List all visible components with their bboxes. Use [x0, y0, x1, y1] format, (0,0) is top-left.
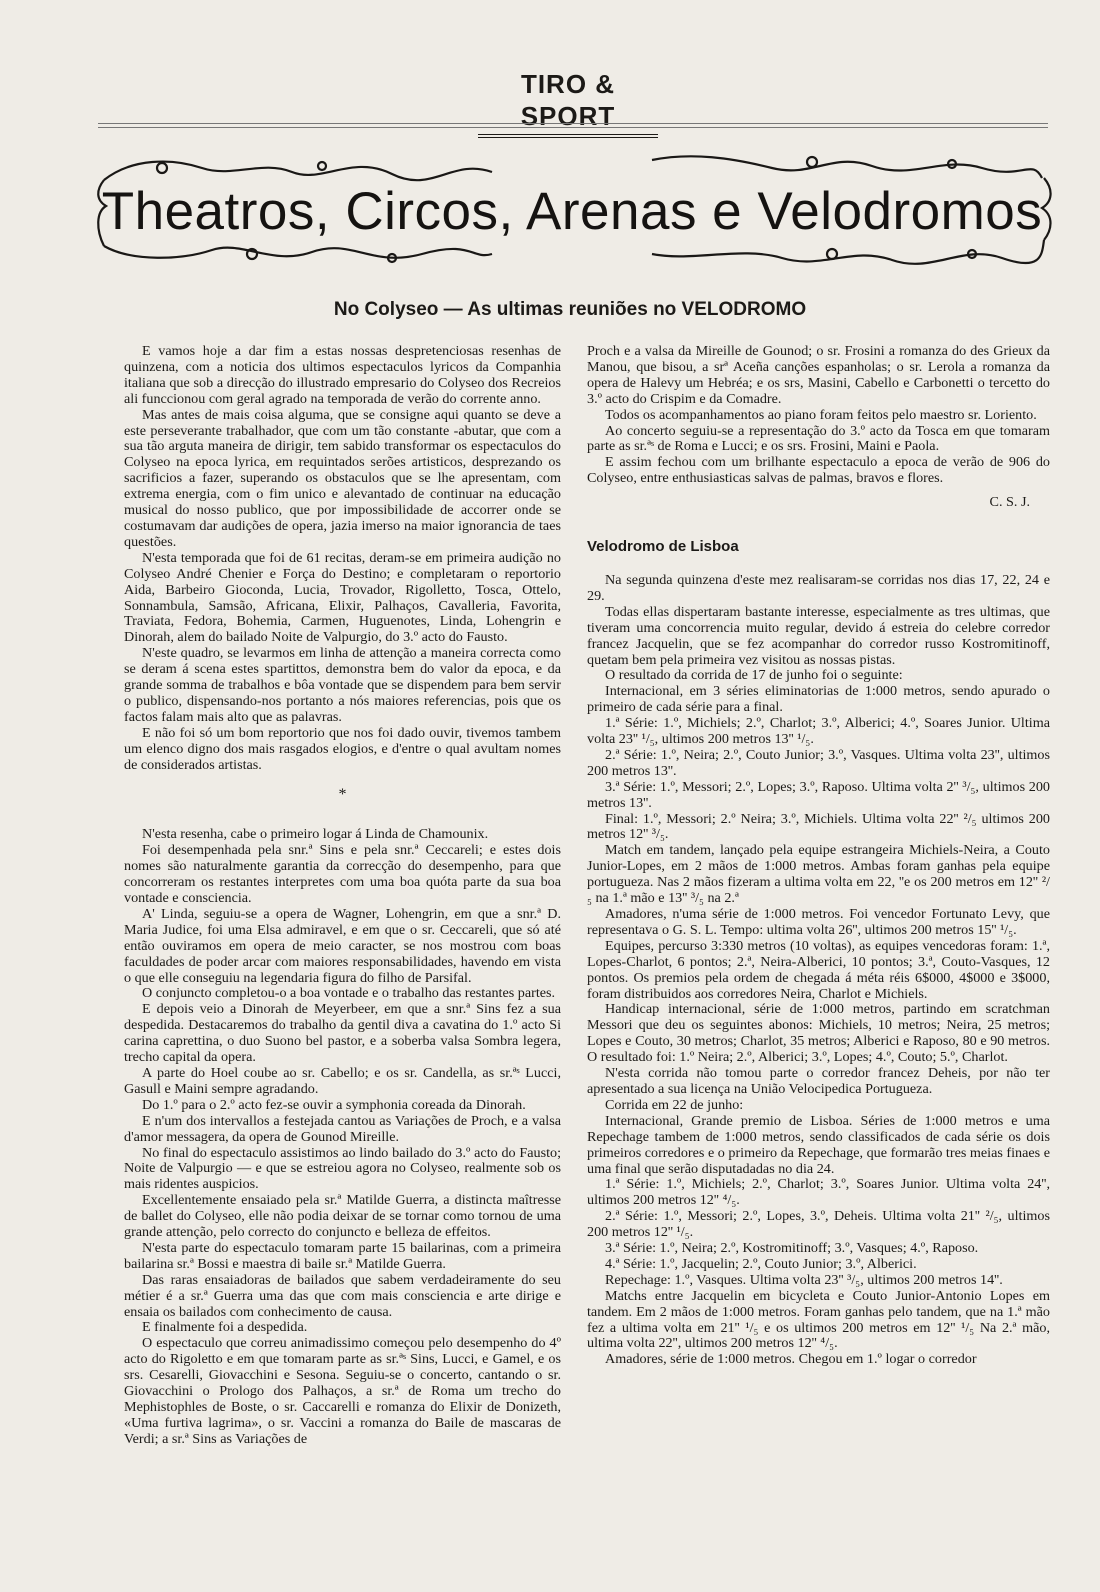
paragraph: Match em tandem, lançado pela equipe estrangeira Michiels-Neira, a Couto Junior-Lopes, em 2 mãos de 1:000 metros. Ambas foram ganhas pela equipe portugueza. Nas 2 mãos fizeram a ultima volta em 22, ''e os 200 metros em 12'' ²/₅ na 1.ª mão e 13'' ³/₅ na 2.ª — [587, 842, 1050, 907]
paragraph: 3.ª Série: 1.º, Messori; 2.º, Lopes; 3.º, Raposo. Ultima volta 2'' ³/₅, ultimos 200 metros 13''. — [587, 778, 1050, 811]
paragraph: Proch e a valsa da Mireille de Gounod; o sr. Frosini a romanza do des Grieux da Manou, que bisou, a srª Aceña canções espanholas; o sr. Lerola a romanza da opera de Halevy um Hebréa; e os srs, Masini, Cabello e Carbonetti o tercetto do 3.º acto do Crispim e da Comadre. — [587, 343, 1050, 407]
paragraph: A parte do Hoel coube ao sr. Cabello; e os sr. Candella, as sr.ªˢ Lucci, Gasull e Maini sempre agradando. — [124, 1064, 561, 1097]
paragraph: E finalmente foi a despedida. — [142, 1319, 308, 1336]
paragraph: Equipes, percurso 3:330 metros (10 voltas), as equipes vencedoras foram: 1.ª, Lopes-Charlot, 6 pontos; 2.ª, Neira-Alberici, 10 pontos; 3.ª, Couto-Vasques, 12 pontos. Os premios pela ordem de chegada á méta réis 6$000, 4$000 e 3$000, foram distribuidos aos corredores Neira, Charlot e Michiels. — [587, 937, 1050, 1002]
paragraph: E n'um dos intervallos a festejada cantou as Variações de Proch, e a valsa d'amor messagera, da opera de Gounod Mireille. — [124, 1112, 561, 1145]
paragraph: N'esta corrida não tomou parte o corredor francez Deheis, por não ter apresentado a sua licença na União Velocipedica Portugueza. — [587, 1065, 1050, 1097]
paragraph: Na segunda quinzena d'este mez realisaram-se corridas nos dias 17, 22, 24 e 29. — [587, 571, 1050, 604]
section-heading: Velodromo de Lisboa — [587, 538, 739, 556]
paragraph: Todas ellas dispertaram bastante interesse, especialmente as tres ultimas, que tiveram uma concorrencia muito regular, devido á estreia do celebre corredor francez Jacquelin, que se fez acompanhar do corredor russo Kostromitinoff, quetam bem pela primeira vez visitou as nossas pistas. — [587, 603, 1050, 668]
paragraph: 1.ª Série: 1.º, Michiels; 2.º, Charlot; 3.º, Soares Junior. Ultima volta 24'', ultimos 200 metros 12'' ⁴/₅. — [587, 1176, 1050, 1209]
paragraph: No final do espectaculo assistimos ao lindo bailado do 3.º acto do Fausto; Noite de Valpurgio — e que se estreiou agora no Colyseo, realmente sob os mais ridentes auspicios. — [124, 1144, 561, 1193]
paragraph: Corrida em 22 de junho: — [605, 1096, 744, 1113]
paragraph: E não foi só um bom reportorio que nos foi dado ouvir, tivemos tambem um elenco digno dos mais rasgados elogios, e d'entre o qual avultam nomes de considerados artistas. — [124, 724, 561, 773]
paragraph: E depois veio a Dinorah de Meyerbeer, em que a snr.ª Sins fez a sua despedida. Destacaremos do trabalho da gentil diva a cavatina do 1.º acto Si carina caprettina, o duo Suono bel pastor, e a soberba valsa Sombra legera, trecho capital da opera. — [124, 1001, 561, 1066]
paragraph: Excellentemente ensaiado pela sr.ª Matilde Guerra, a distincta maîtresse de ballet do Colyseo, elle não podia deixar de se tornar como tornou de uma grande attenção, pelo correcto do conjuncto e belleza de effeitos. — [124, 1192, 561, 1241]
paragraph: N'este quadro, se levarmos em linha de attenção a maneira correcta como se deram á scena estes spartittos, demonstra bem do valor da epoca, e da grande somma de trabalhos e bôa vontade que se dispendem para bem servir o publico, dispensando-nos portanto a nós maiores referencias, pois que os factos falam mais alto que as palavras. — [124, 645, 561, 725]
left-column — [124, 344, 561, 1448]
paragraph: Internacional, em 3 séries eliminatorias de 1:000 metros, sendo apurado o primeiro de cada série para a final. — [587, 683, 1050, 716]
paragraph: N'esta temporada que foi de 61 recitas, deram-se em primeira audição no Colyseo André Chenier e Força do Destino; e completaram o reportorio Aida, Barbeiro Gioconda, Lucia, Trovador, Rigolletto, Tosca, Ottelo, Sonnambula, Samsão, Africana, Elixir, Palhaços, Cavalleria, Favorita, Traviata, Fedora, Bohemia, Carmen, Huguenotes, Linda, Lohengrin e Dinorah, alem do bailado Noite de Valpurgio, do 3.º acto do Fausto. — [124, 549, 561, 646]
author-signature: C. S. J. — [989, 494, 1030, 511]
paragraph: E assim fechou com um brilhante espectaculo a epoca de verão de 906 do Colyseo, entre enthusiasticas salvas de palmas, bravos e flores. — [587, 454, 1050, 487]
paragraph: 2.ª Série: 1.º, Neira; 2.º, Couto Junior; 3.º, Vasques. Ultima volta 23'', ultimos 200 metros 13''. — [587, 746, 1050, 779]
section-separator: * — [338, 786, 347, 804]
paragraph: Foi desempenhada pela snr.ª Sins e pela snr.ª Ceccareli; e estes dois nomes são naturalmente garantia da correcção do desempenho, para que concorreram os restantes interpretes com uma boa quóta parte da sua boa vontade e consciencia. — [124, 842, 561, 906]
paragraph: 1.ª Série: 1.º, Michiels; 2.º, Charlot; 3.º, Alberici; 4.º, Soares Junior. Ultima volta 23'' ¹/₅, ultimos 200 metros 13'' ¹/₅. — [587, 715, 1050, 748]
right-column — [587, 344, 1050, 1368]
paragraph: Repechage: 1.º, Vasques. Ultima volta 23'' ³/₅, ultimos 200 metros 14''. — [605, 1271, 1003, 1288]
paragraph: 3.ª Série: 1.º, Neira; 2.º, Kostromitinoff; 3.º, Vasques; 4.º, Raposo. — [605, 1240, 979, 1257]
paragraph: Internacional, Grande premio de Lisboa. Séries de 1:000 metros e uma Repechage tambem de 1:000 metros, sendo classificados de cada série os dois primeiros corredores e o primeiro da Repechage, que formarão tres meias finaes e uma final que serão disputadadas no dia 24. — [587, 1112, 1050, 1177]
header-rule-bottom — [98, 127, 1048, 128]
paragraph: 2.ª Série: 1.º, Messori; 2.º, Lopes, 3.º, Deheis. Ultima volta 21'' ²/₅, ultimos 200 metros 12'' ¹/₅. — [587, 1208, 1050, 1241]
paragraph: Final: 1.º, Messori; 2.º Neira; 3.º, Michiels. Ultima volta 22'' ²/₅ ultimos 200 metros 12'' ³/₅. — [587, 810, 1050, 843]
paragraph: Do 1.º para o 2.º acto fez-se ouvir a symphonia coreada da Dinorah. — [142, 1096, 526, 1113]
paragraph: A' Linda, seguiu-se a opera de Wagner, Lohengrin, em que a snr.ª D. Maria Judice, foi uma Elsa admiravel, e em que o sr. Ceccareli, que só até então ouviramos em opera de meio caracter, se nos mostrou com boas faculdades de poder arcar com maiores responsabilidades, havendo em vista o que elle conseguiu na legendaria figura do filho de Parsifal. — [124, 905, 561, 986]
paragraph: Mas antes de mais coisa alguma, que se consigne aqui quanto se deve a este perseverante trabalhador, que com um tão constante -abutar, que com a sua tão arguta maneira de dirigir, tem sabido transformar os espectaculos do Colyseo na epoca lyrica, em requintados serões artisticos, desprezando os sacrificios a fazer, superando os obstaculos que se lhe apresentam, com extrema energia, com o fim unico e alevantado de continuar na educação musical do nosso publico, que por impossibilidade de accorrer onde se costumavam dar audições de opera, jazia imerso na maior ignorancia de taes questões. — [124, 406, 561, 550]
paragraph: Handicap internacional, série de 1:000 metros, partindo em scratchman Messori que deu os seguintes abonos: Michiels, 10 metros; Neira, 25 metros; Lopes e Couto, 30 metros; Charlot, 35 metros; Alberici e Raposo, 80 e 90 metros. O resultado foi: 1.º Neira; 2.º, Alberici; 3.º, Lopes; 4.º, Couto; 5.º, Charlot. — [587, 1001, 1050, 1066]
masthead-logo-text: TIRO & SPORT — [478, 68, 658, 138]
paragraph: 4.ª Série: 1.º, Jacquelin; 2.º, Couto Junior; 3.º, Alberici. — [605, 1255, 917, 1272]
paragraph: E vamos hoje a dar fim a estas nossas despretenciosas resenhas de quinzena, com a noticia dos ultimos espectaculos lyricos da Companhia italiana que sob a direcção do illustrado empresario do Colyseo dos Recreios ali funccionou com geral agrado na temporada de verão do corrente anno. — [124, 343, 561, 407]
paragraph: Matchs entre Jacquelin em bicycleta e Couto Junior-Antonio Lopes em tandem. Em 2 mãos de 1:000 metros. Foram ganhas pelo tandem, que na 1.ª mão fez a ultima volta em 21'' ¹/₅ e os ultimos 200 metros em 12'' ¹/₅ Na 2.ª mão, ultima volta 22'', ultimos 200 metros 12'' ⁴/₅. — [587, 1287, 1050, 1352]
paragraph: Ao concerto seguiu-se a representação do 3.º acto da Tosca em que tomaram parte as sr.ªˢ de Roma e Lucci; e os srs. Frosini, Maini e Paola. — [587, 422, 1050, 455]
paragraph: O espectaculo que correu animadissimo começou pelo desempenho do 4º acto do Rigoletto e em que tomaram parte as sr.ªˢ Sins, Lucci, e Gamel, e os srs. Cesarelli, Giovacchini e Sesona. Seguiu-se o concerto, cantando o sr. Giovacchini o Prologo dos Palhaços, a sr.ª de Roma um trecho do Mephistophles de Boste, o sr. Caccarelli e romanza do Elixir de Donizeth, «Uma furtiva lagrima», o sr. Vaccini a romanza do Baile de mascaras de Verdi; a sr.ª Sins as Variações de — [124, 1335, 561, 1447]
title-banner — [92, 150, 1052, 270]
paragraph: O conjuncto completou-o a boa vontade e o trabalho das restantes partes. — [142, 985, 556, 1002]
article-subtitle: No Colyseo — As ultimas reuniões no VELODROMO — [333, 299, 807, 320]
paragraph: Amadores, série de 1:000 metros. Chegou em 1.º logar o corredor — [605, 1351, 977, 1368]
paragraph: N'esta parte do espectaculo tomaram parte 15 bailarinas, com a primeira bailarina sr.ª Bossi e maestra di baile sr.ª Matilde Guerra. — [124, 1239, 561, 1272]
paragraph: Todos os acompanhamentos ao piano foram feitos pelo maestro sr. Loriento. — [605, 406, 1037, 423]
paragraph: O resultado da corrida de 17 de junho foi o seguinte: — [605, 667, 903, 684]
header-rule-top — [98, 123, 1048, 124]
page-title: Theatros, Circos, Arenas e Velodromos — [101, 182, 1043, 241]
paragraph: Amadores, n'uma série de 1:000 metros. Foi vencedor Fortunato Levy, que representava o G. S. L. Tempo: ultima volta 26'', ultimos 200 metros 15'' ¹/₅. — [587, 906, 1050, 938]
paragraph: N'esta resenha, cabe o primeiro logar á Linda de Chamounix. — [142, 826, 489, 843]
masthead-logo — [478, 68, 658, 131]
paragraph: Das raras ensaiadoras de bailados que sabem verdadeiramente do seu métier é a sr.ª Guerra uma das que com mais consciencia e arte dirige e ensaia os bailados com conhecimento de causa. — [124, 1271, 561, 1320]
